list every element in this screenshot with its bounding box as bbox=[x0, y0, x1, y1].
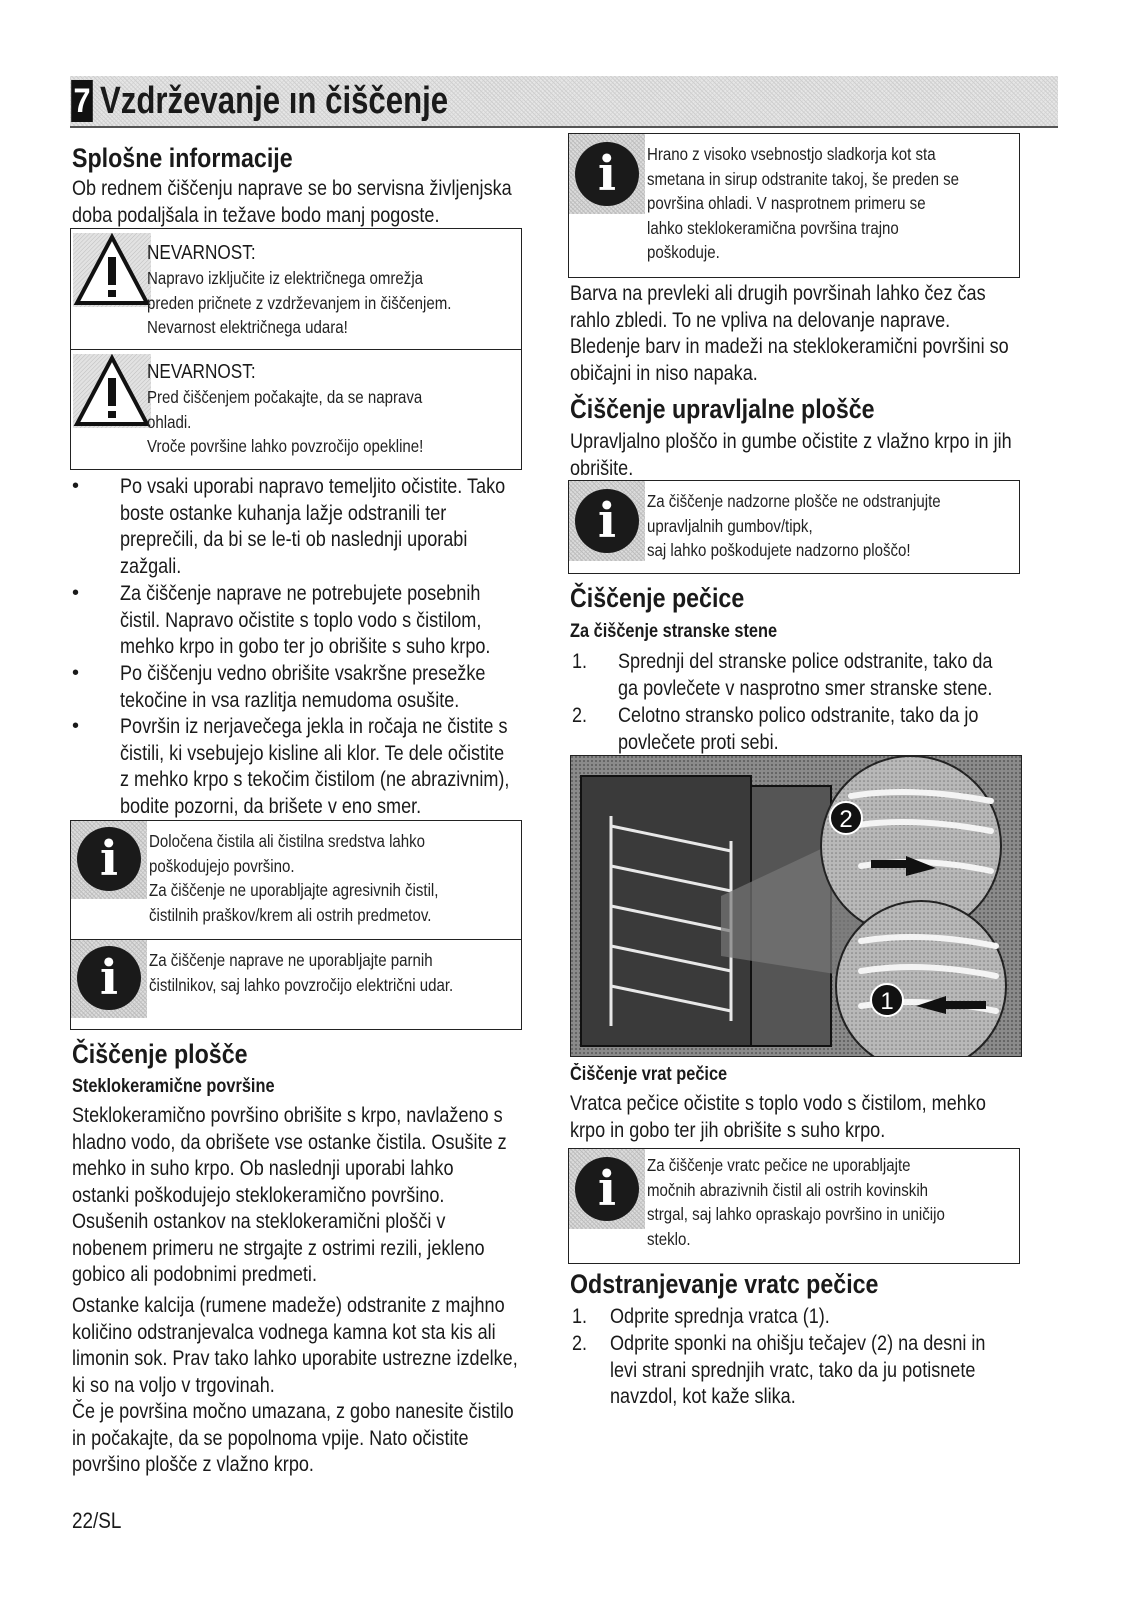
info-box-door bbox=[568, 1148, 1020, 1264]
info-icon-cell bbox=[569, 481, 645, 561]
bullet-dot: • bbox=[72, 715, 80, 737]
heading-oven: Čiščenje pečice bbox=[570, 583, 745, 613]
warning-triangle-icon bbox=[73, 354, 151, 428]
hob-paragraph-1: Steklokeramično površino obrišite s krpo, navlaženo s hladno vodo, da obrišete vse ostanke čistila. Osušite z mehko in suho krpo. Ob naslednji uporabi lahko ostanki poškodujejo steklokeramično površino. Osušenih ostankov na steklokeramični plošči v nobenem primeru ne strgajte z ostrimi rezili, jekleno gobico ali podobnimi predmeti. bbox=[72, 1103, 507, 1286]
warning-icon-cell bbox=[71, 350, 147, 430]
subheading-glass-ceramic: Steklokeramične površine bbox=[72, 1076, 275, 1097]
heading-general-info: Splošne informacije bbox=[72, 143, 293, 173]
subheading-door: Čiščenje vrat pečice bbox=[570, 1064, 728, 1085]
list-item: Površin iz nerjavečega jekla in ročaja ne čistite s čistili, ki vsebujejo kisline ali klor. Te dele očistite z mehko krpo s tekočim čistilom (ne abrazivnim), bodite pozorni, da brišete v eno smer. bbox=[120, 714, 510, 818]
door-cleaning-text: Vratca pečice očistite s toplo vodo s čistilom, mehko krpo in gobo ter jih obrišite s suho krpo. bbox=[570, 1091, 986, 1142]
warning-2-text: Pred čiščenjem počakajte, da se naprava ohladi. Vroče površine lahko povzročijo opekline! bbox=[147, 387, 424, 456]
bullet-dot: • bbox=[72, 475, 80, 497]
info-icon: i bbox=[77, 827, 141, 891]
step-number: 1. bbox=[572, 1304, 588, 1328]
step-number: 2. bbox=[572, 703, 588, 727]
chapter-title-bar bbox=[70, 76, 1058, 128]
heading-hob: Čiščenje plošče bbox=[72, 1039, 248, 1069]
info-2 bbox=[71, 939, 521, 1030]
info-icon-cell bbox=[569, 134, 645, 214]
general-intro: Ob rednem čiščenju naprave se bo servisna življenjska doba podaljšala in težave bodo manj pogoste. bbox=[72, 176, 512, 227]
warning-triangle-icon bbox=[73, 233, 151, 307]
remove-door-step-text: Odprite sponki na ohišju tečajev (2) na desni in levi strani sprednjih vratc, tako da ju potisnete navzdol, kot kaže slika. bbox=[610, 1331, 986, 1408]
heading-control-panel: Čiščenje upravljalne plošče bbox=[570, 394, 875, 424]
list-item: Po čiščenju vedno obrišite vsakršne presežke tekočine in vsa razlitja nemudoma osušite. bbox=[120, 661, 486, 712]
control-panel-text: Upravljalno ploščo in gumbe očistite z vlažno krpo in jih obrišite. bbox=[570, 429, 1012, 480]
color-fading-paragraph: Barva na prevleki ali drugih površinah lahko čez čas rahlo zbledi. To ne vpliva na delovanje naprave. Bledenje barv in madeži na steklokeramični površini so običajni in niso napaka. bbox=[570, 281, 1009, 385]
info-icon-cell bbox=[71, 821, 147, 899]
chapter-number: 7 bbox=[71, 80, 93, 122]
info-icon: i bbox=[575, 142, 639, 206]
step-number: 2. bbox=[572, 1331, 588, 1355]
info-door-text: Za čiščenje vratc pečice ne uporabljajte močnih abrazivnih čistil ali ostrih kovinskih strgal, saj lahko opraskajo površino in uničijo steklo. bbox=[647, 1155, 945, 1249]
info-box-panel bbox=[568, 480, 1020, 574]
shelf-removal-figure bbox=[570, 755, 1022, 1057]
info-box-sugar bbox=[568, 133, 1020, 278]
subheading-side-walls: Za čiščenje stranske stene bbox=[570, 621, 778, 642]
info-1-text: Določena čistila ali čistilna sredstva lahko poškodujejo površino. Za čiščenje ne uporabljajte agresivnih čistil, čistilnih praškov/krem ali ostrih predmetov. bbox=[149, 831, 439, 925]
figure-label-2: 2 bbox=[839, 806, 853, 833]
oven-illustration bbox=[571, 756, 1021, 1056]
bullet-dot: • bbox=[72, 582, 80, 604]
hob-paragraph-3: Če je površina močno umazana, z gobo nanesite čistilo in počakajte, da se popolnoma vpije. Nato očistite površino plošče z vlažno krpo. bbox=[72, 1399, 514, 1476]
info-icon: i bbox=[575, 1157, 639, 1221]
info-box-left bbox=[70, 820, 522, 1030]
oven-step-text: Sprednji del stranske police odstranite, tako da ga povlečete v nasprotno smer stranske stene. bbox=[618, 649, 993, 700]
info-panel-text: Za čiščenje nadzorne plošče ne odstranjujte upravljalnih gumbov/tipk, saj lahko poškodujete nadzorno ploščo! bbox=[647, 491, 941, 560]
warning-2 bbox=[71, 349, 521, 470]
warning-box bbox=[70, 228, 522, 470]
warning-2-title: NEVARNOST: bbox=[147, 361, 256, 383]
info-icon-cell bbox=[71, 940, 147, 1018]
hob-paragraph-2: Ostanke kalcija (rumene madeže) odstranite z majhno količino odstranjevalca vodnega kamna kot sta kis ali limonin sok. Prav tako lahko uporabite ustrezne izdelke, ki so na voljo v trgovinah. bbox=[72, 1293, 518, 1397]
info-2-text: Za čiščenje naprave ne uporabljajte parnih čistilnikov, saj lahko povzročijo električni udar. bbox=[149, 950, 454, 995]
remove-door-step-text: Odprite sprednja vratca (1). bbox=[610, 1304, 830, 1328]
figure-label-1: 1 bbox=[880, 988, 894, 1015]
bullet-dot: • bbox=[72, 662, 80, 684]
warning-1-text: Napravo izključite iz električnega omrežja preden pričnete z vzdrževanjem in čiščenjem. Nevarnost električnega udara! bbox=[147, 268, 452, 337]
list-item: Za čiščenje naprave ne potrebujete posebnih čistil. Napravo očistite s toplo vodo s čistilom, mehko krpo in gobo ter jo obrišite s suho krpo. bbox=[120, 581, 491, 658]
warning-1 bbox=[71, 229, 521, 349]
info-icon: i bbox=[575, 489, 639, 553]
warning-1-title: NEVARNOST: bbox=[147, 242, 256, 264]
heading-remove-door: Odstranjevanje vratc pečice bbox=[570, 1269, 879, 1299]
info-icon-cell bbox=[569, 1149, 645, 1229]
warning-icon-cell bbox=[71, 229, 147, 309]
list-item: Po vsaki uporabi napravo temeljito očistite. Tako boste ostanke kuhanja lažje odstranili ter preprečili, da bi se le-ti ob naslednji uporabi zažgali. bbox=[120, 474, 506, 578]
oven-step-text: Celotno stransko polico odstranite, tako da jo povlečete proti sebi. bbox=[618, 703, 979, 754]
step-number: 1. bbox=[572, 649, 588, 673]
chapter-title: Vzdrževanje ın čiščenje bbox=[100, 80, 449, 122]
page-number: 22/SL bbox=[72, 1508, 122, 1533]
info-sugar-text: Hrano z visoko vsebnostjo sladkorja kot sta smetana in sirup odstranite takoj, še preden se površina ohladi. V nasprotnem primeru se lahko steklokeramična površina trajno poškoduje. bbox=[647, 144, 960, 262]
info-icon: i bbox=[77, 946, 141, 1010]
info-1 bbox=[71, 821, 521, 939]
